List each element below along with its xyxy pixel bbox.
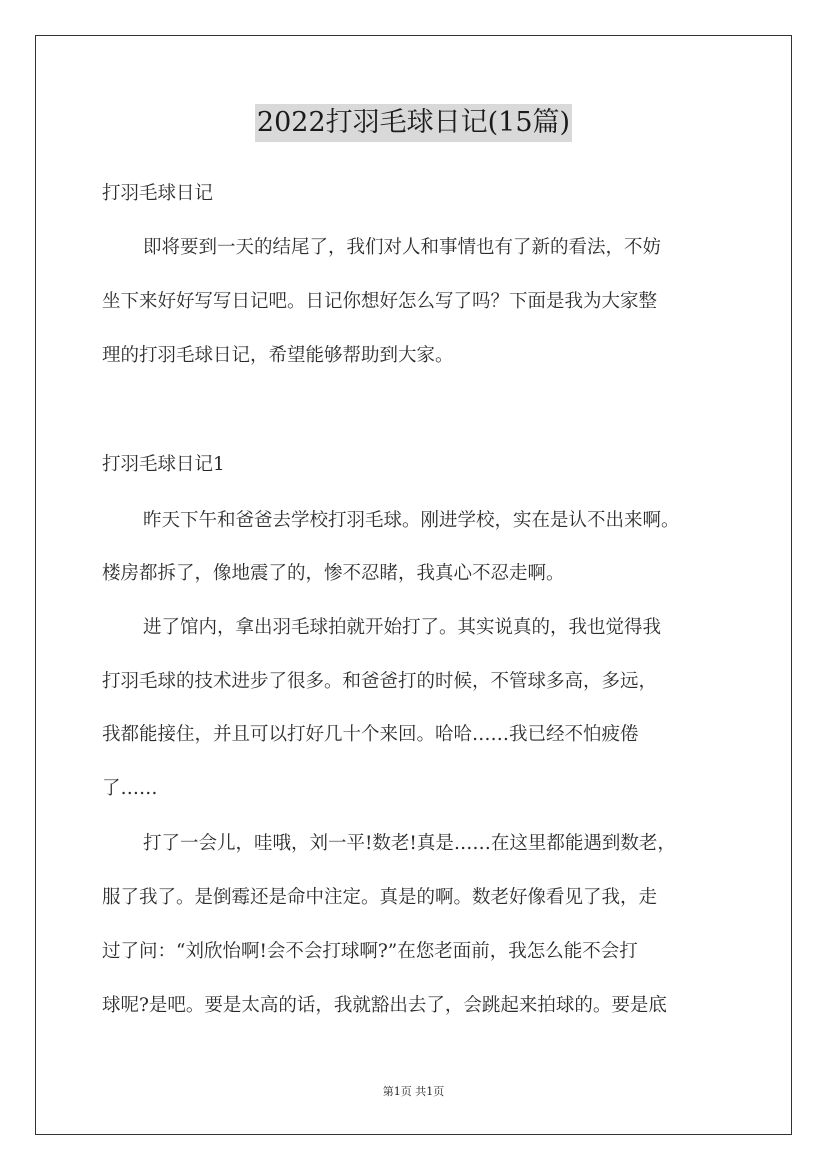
paragraph-line: 理的打羽毛球日记，希望能够帮助到大家。 <box>102 345 454 366</box>
paragraph-line: 服了我了。是倒霉还是命中注定。真是的啊。数老好像看见了我，走 <box>102 887 658 908</box>
paragraph-line: 楼房都拆了，像地震了的，惨不忍睹，我真心不忍走啊。 <box>102 563 565 584</box>
paragraph-line: 昨天下午和爸爸去学校打羽毛球。刚进学校，实在是认不出来啊。 <box>143 510 680 531</box>
paragraph-line: 球呢?是吧。要是太高的话，我就豁出去了，会跳起来拍球的。要是底 <box>102 995 667 1016</box>
document-title: 2022打羽毛球日记(15篇) <box>255 104 572 142</box>
title-container <box>0 104 827 142</box>
paragraph-line: 我都能接住，并且可以打好几十个来回。哈哈……我已经不怕疲倦 <box>102 724 639 745</box>
paragraph-line: 打了一会儿，哇哦，刘一平!数老!真是……在这里都能遇到数老， <box>143 833 676 854</box>
paragraph-line: 即将要到一天的结尾了，我们对人和事情也有了新的看法，不妨 <box>143 237 662 258</box>
paragraph-line: 打羽毛球的技术进步了很多。和爸爸打的时候，不管球多高，多远， <box>102 671 658 692</box>
paragraph-line: 了…… <box>102 778 158 799</box>
section-heading: 打羽毛球日记 <box>102 183 214 204</box>
section-heading: 打羽毛球日记1 <box>102 454 225 475</box>
paragraph-line: 坐下来好好写写日记吧。日记你想好怎么写了吗？下面是我为大家整 <box>102 291 658 312</box>
paragraph-line: 进了馆内，拿出羽毛球拍就开始打了。其实说真的，我也觉得我 <box>143 617 662 638</box>
paragraph-line: 过了问：“刘欣怡啊!会不会打球啊?”在您老面前，我怎么能不会打 <box>102 941 638 962</box>
page-footer: 第1页 共1页 <box>382 1085 445 1098</box>
